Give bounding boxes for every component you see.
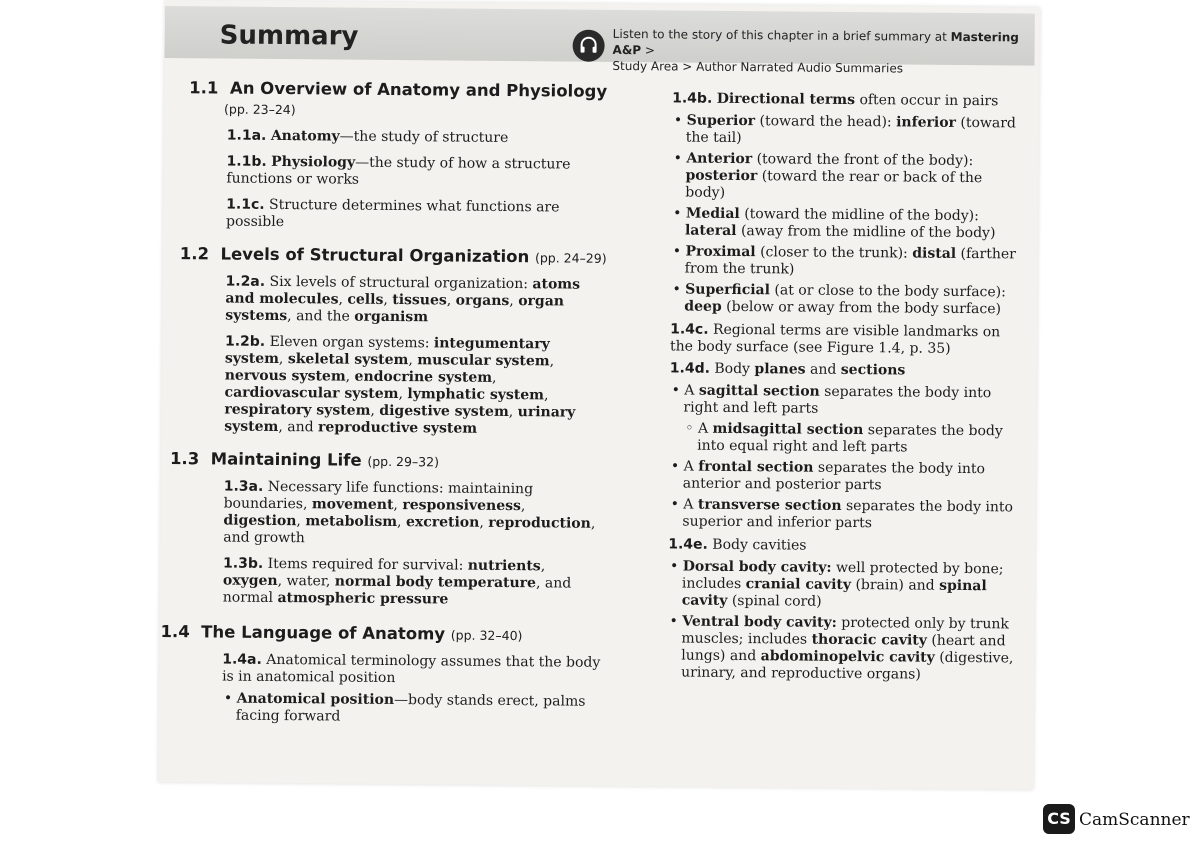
bullet-superficial: • Superficial (at or close to the body surface): deep (below or away from the body surface)	[672, 281, 1006, 318]
item-1-4a: 1.4a. Anatomical terminology assumes that the body is in anatomical position	[222, 651, 601, 687]
item-1-3a: 1.3a. Necessary life functions: maintaining boundaries, movement, responsiveness, digestion, metabolism, excretion, reproduction, and growth	[223, 478, 596, 547]
item-1-2a: 1.2a. Six levels of structural organization: atoms and molecules, cells, tissues, organs, organ systems, and the organism	[225, 273, 581, 326]
item-1-1a: 1.1a. Anatomy—the study of structure	[226, 127, 509, 147]
bullet-frontal: • A frontal section separates the body into anterior and posterior parts	[670, 458, 986, 494]
item-1-1b: 1.1b. Physiology—the study of how a structure functions or works	[226, 153, 571, 188]
camscanner-logo-icon: CS	[1043, 804, 1075, 834]
item-1-1c: 1.1c. Structure determines what functions are possible	[225, 196, 560, 231]
summary-title: Summary	[219, 20, 359, 52]
item-1-3b: 1.3b. Items required for survival: nutrients, oxygen, water, normal body temperature, and normal atmospheric pressure	[222, 555, 572, 608]
section-1-1-heading: 1.1 An Overview of Anatomy and Physiology (pp. 23–24)	[189, 78, 608, 118]
bullet-midsagittal: ◦ A midsagittal section separates the body into equal right and left parts	[685, 420, 1003, 456]
item-1-4b: 1.4b. Directional terms often occur in pairs	[672, 90, 999, 110]
mastering-ap-brand: Mastering A&P	[612, 29, 1019, 58]
bullet-dorsal-cavity: • Dorsal body cavity: well protected by bone; includes cranial cavity (brain) and spinal cavity (spinal cord)	[670, 558, 1004, 610]
bullet-medial: • Medial (toward the midline of the body): lateral (away from the midline of the body)	[673, 205, 996, 242]
right-column	[667, 90, 1024, 688]
section-1-2-heading: 1.2 Levels of Structural Organization (pp. 24–29)	[179, 244, 607, 267]
left-column	[160, 78, 610, 737]
item-1-4c: 1.4c. Regional terms are visible landmarks on the body surface (see Figure 1.4, p. 35)	[669, 321, 1001, 357]
headphones-icon	[572, 30, 604, 62]
section-1-4-heading: 1.4 The Language of Anatomy (pp. 32–40)	[160, 621, 523, 644]
summary-header	[164, 6, 1034, 76]
bullet-ventral-cavity: • Ventral body cavity: protected only by trunk muscles; includes thoracic cavity (heart and lungs) and abdominopelvic cavity (digestive, urinary, and reproductive organs)	[669, 613, 1014, 683]
section-1-3-heading: 1.3 Maintaining Life (pp. 29–32)	[169, 449, 440, 470]
item-1-4e: 1.4e. Body cavities	[668, 536, 807, 554]
item-1-4d: 1.4d. Body planes and sections	[669, 360, 906, 379]
bullet-sagittal: • A sagittal section separates the body into right and left parts	[671, 382, 992, 417]
audio-summary-note: Listen to the story of this chapter in a brief summary at Mastering A&P > Study Area > Author Narrated Audio Summaries	[612, 26, 1019, 76]
bullet-proximal: • Proximal (closer to the trunk): distal (farther from the trunk)	[672, 243, 1016, 278]
bullet-anterior: • Anterior (toward the front of the body): posterior (toward the rear or back of the body)	[673, 150, 983, 201]
bullet-transverse: • A transverse section separates the body into superior and inferior parts	[670, 496, 1014, 532]
camscanner-watermark: CamScanner	[1079, 810, 1190, 830]
item-1-4a-bullet: • Anatomical position—body stands erect, palms facing forward	[223, 690, 586, 725]
textbook-page	[158, 0, 1040, 790]
bullet-superior: • Superior (toward the head): inferior (toward the tail)	[673, 112, 1016, 147]
item-1-2b: 1.2b. Eleven organ systems: integumentary system, skeletal system, muscular system, nervous system, endocrine system, cardiovascular system, lymphatic system, respiratory system, digestive system, urinary system, and reproductive system	[224, 333, 576, 437]
